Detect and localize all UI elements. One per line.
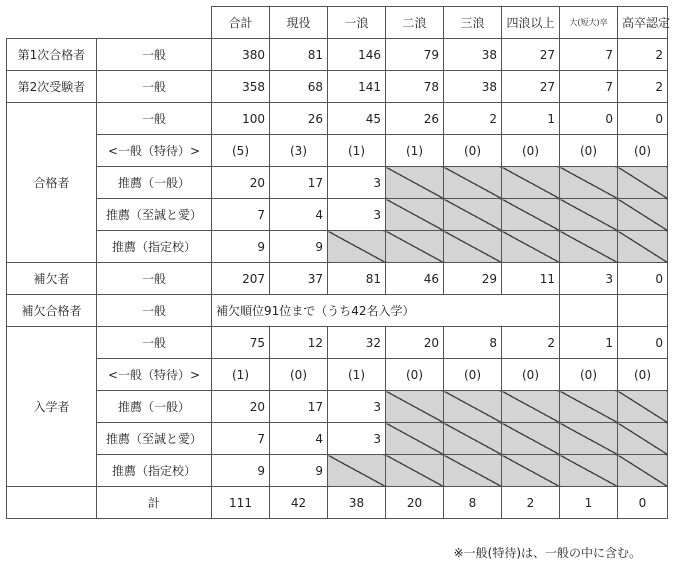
row-passed-rec-designated [7, 231, 668, 263]
row-waitlist [7, 263, 668, 295]
row-sublabel: 推薦（至誠と愛） [97, 423, 212, 455]
hatched-cell [444, 167, 502, 199]
cell: 42 [270, 487, 328, 519]
row-sublabel: 一般 [97, 103, 212, 135]
header-3rd-gap: 三浪 [444, 7, 502, 39]
row-label: 補欠合格者 [7, 295, 97, 327]
cell: (5) [212, 135, 270, 167]
hatched-cell [560, 231, 618, 263]
cell: 20 [212, 391, 270, 423]
row-second-exam [7, 71, 668, 103]
cell: 79 [386, 39, 444, 71]
row-passed-general [7, 103, 668, 135]
cell: 0 [618, 487, 668, 519]
empty-cell [502, 295, 560, 327]
hatched-cell [328, 455, 386, 487]
cell: (0) [502, 359, 560, 391]
hatched-cell [618, 231, 668, 263]
hatched-cell [328, 231, 386, 263]
cell: 7 [560, 71, 618, 103]
cell: 17 [270, 167, 328, 199]
row-sublabel: 推薦（至誠と愛） [97, 199, 212, 231]
cell: 207 [212, 263, 270, 295]
cell: 1 [502, 103, 560, 135]
cell: 27 [502, 39, 560, 71]
hatched-cell [386, 391, 444, 423]
cell: 38 [444, 71, 502, 103]
hatched-cell [386, 455, 444, 487]
hatched-cell [502, 423, 560, 455]
hatched-cell [560, 167, 618, 199]
cell: 4 [270, 199, 328, 231]
hatched-cell [560, 391, 618, 423]
cell: 9 [212, 455, 270, 487]
cell: 3 [328, 423, 386, 455]
row-sublabel: 一般 [97, 263, 212, 295]
cell: (0) [444, 359, 502, 391]
cell: (0) [270, 359, 328, 391]
footnote: ※一般(特待)は、一般の中に含む。 [453, 546, 641, 560]
cell: 4 [270, 423, 328, 455]
cell: 27 [502, 71, 560, 103]
cell: 78 [386, 71, 444, 103]
row-sublabel: <一般（特待）> [97, 135, 212, 167]
cell: 46 [386, 263, 444, 295]
row-total [7, 487, 668, 519]
empty-cell [7, 487, 97, 519]
admission-statistics-table [6, 6, 671, 519]
cell: 20 [386, 487, 444, 519]
row-passed-rec-shiseiai [7, 199, 668, 231]
cell: (0) [560, 135, 618, 167]
hatched-cell [444, 455, 502, 487]
row-enrolled-rec-general [7, 391, 668, 423]
hatched-cell [444, 423, 502, 455]
hatched-cell [618, 199, 668, 231]
cell: 38 [328, 487, 386, 519]
hatched-cell [560, 199, 618, 231]
cell: (1) [328, 135, 386, 167]
hatched-cell [502, 231, 560, 263]
group-label-enrolled: 入学者 [7, 327, 97, 487]
cell: 7 [212, 423, 270, 455]
row-sublabel: <一般（特待）> [97, 359, 212, 391]
row-enrolled-rec-shiseiai [7, 423, 668, 455]
cell: (1) [386, 135, 444, 167]
row-first-pass [7, 39, 668, 71]
cell: (0) [618, 135, 668, 167]
empty-cell [618, 295, 668, 327]
waitlist-pass-note: 補欠順位91位まで（うち42名入学） [212, 295, 502, 327]
hatched-cell [386, 199, 444, 231]
row-label: 補欠者 [7, 263, 97, 295]
header-total: 合計 [212, 7, 270, 39]
row-sublabel: 推薦（指定校） [97, 231, 212, 263]
hatched-cell [502, 455, 560, 487]
cell: 20 [212, 167, 270, 199]
cell: 2 [502, 327, 560, 359]
row-sublabel: 一般 [97, 327, 212, 359]
cell: 3 [560, 263, 618, 295]
row-label: 第1次合格者 [7, 39, 97, 71]
hatched-cell [560, 423, 618, 455]
row-label: 第2次受験者 [7, 71, 97, 103]
cell: 3 [328, 391, 386, 423]
group-label-passed: 合格者 [7, 103, 97, 263]
hatched-cell [618, 167, 668, 199]
cell: 2 [502, 487, 560, 519]
header-4th-gap-plus: 四浪以上 [502, 7, 560, 39]
cell: 12 [270, 327, 328, 359]
hatched-cell [502, 199, 560, 231]
cell: 37 [270, 263, 328, 295]
cell: 9 [270, 231, 328, 263]
row-sublabel: 推薦（指定校） [97, 455, 212, 487]
cell: 141 [328, 71, 386, 103]
cell: 26 [386, 103, 444, 135]
cell: 75 [212, 327, 270, 359]
cell: 0 [618, 263, 668, 295]
row-sublabel: 一般 [97, 39, 212, 71]
cell: 45 [328, 103, 386, 135]
row-sublabel: 推薦（一般） [97, 391, 212, 423]
header-2nd-gap: 二浪 [386, 7, 444, 39]
cell: 1 [560, 487, 618, 519]
row-sublabel: 推薦（一般） [97, 167, 212, 199]
cell: 0 [618, 103, 668, 135]
row-enrolled-special [7, 359, 668, 391]
cell: 0 [618, 327, 668, 359]
cell: 81 [328, 263, 386, 295]
cell: 146 [328, 39, 386, 71]
cell: 1 [560, 327, 618, 359]
cell: 68 [270, 71, 328, 103]
hatched-cell [444, 391, 502, 423]
cell: 380 [212, 39, 270, 71]
cell: 3 [328, 199, 386, 231]
row-passed-special [7, 135, 668, 167]
cell: 2 [618, 39, 668, 71]
cell: 32 [328, 327, 386, 359]
cell: 11 [502, 263, 560, 295]
cell: 7 [212, 199, 270, 231]
cell: 2 [618, 71, 668, 103]
cell: (0) [502, 135, 560, 167]
cell: (0) [444, 135, 502, 167]
hatched-cell [444, 199, 502, 231]
hatched-cell [502, 391, 560, 423]
hatched-cell [618, 423, 668, 455]
header-blank [7, 7, 212, 39]
cell: 20 [386, 327, 444, 359]
cell: 7 [560, 39, 618, 71]
cell: 9 [212, 231, 270, 263]
cell: 111 [212, 487, 270, 519]
cell: 38 [444, 39, 502, 71]
header-college-grad: 大(短大)卒 [560, 7, 618, 39]
total-label: 計 [97, 487, 212, 519]
cell: 81 [270, 39, 328, 71]
row-enrolled-general [7, 327, 668, 359]
row-enrolled-rec-designated [7, 455, 668, 487]
hatched-cell [386, 167, 444, 199]
cell: (0) [618, 359, 668, 391]
row-waitlist-pass [7, 295, 668, 327]
cell: (0) [386, 359, 444, 391]
row-sublabel: 一般 [97, 71, 212, 103]
header-row [7, 7, 668, 39]
cell: 29 [444, 263, 502, 295]
hatched-cell [560, 455, 618, 487]
cell: 26 [270, 103, 328, 135]
hatched-cell [618, 391, 668, 423]
cell: 9 [270, 455, 328, 487]
hatched-cell [444, 231, 502, 263]
cell: 2 [444, 103, 502, 135]
cell: 8 [444, 487, 502, 519]
cell: (1) [212, 359, 270, 391]
cell: 100 [212, 103, 270, 135]
hatched-cell [502, 167, 560, 199]
cell: (3) [270, 135, 328, 167]
hatched-cell [618, 455, 668, 487]
cell: (1) [328, 359, 386, 391]
header-current: 現役 [270, 7, 328, 39]
empty-cell [560, 295, 618, 327]
hatched-cell [386, 423, 444, 455]
header-hs-equiv: 高卒認定 [618, 7, 668, 39]
cell: 8 [444, 327, 502, 359]
row-sublabel: 一般 [97, 295, 212, 327]
hatched-cell [386, 231, 444, 263]
cell: (0) [560, 359, 618, 391]
header-1st-gap: 一浪 [328, 7, 386, 39]
cell: 0 [560, 103, 618, 135]
cell: 17 [270, 391, 328, 423]
row-passed-rec-general [7, 167, 668, 199]
cell: 358 [212, 71, 270, 103]
cell: 3 [328, 167, 386, 199]
